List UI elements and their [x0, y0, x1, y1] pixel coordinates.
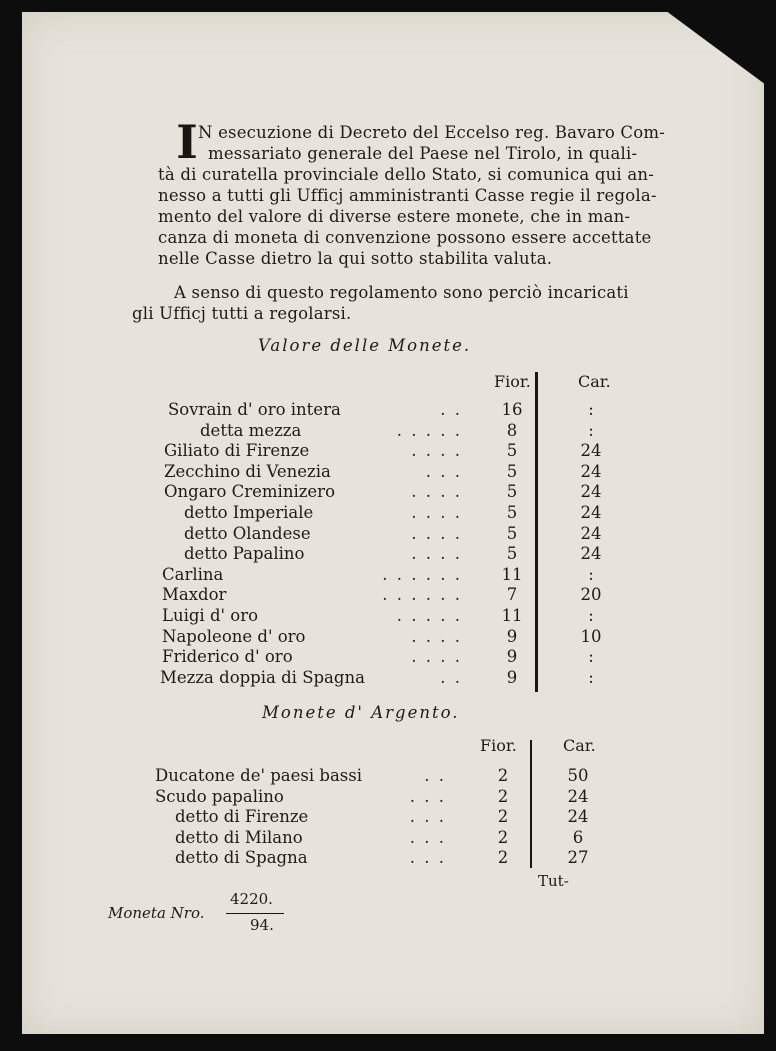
- leader-dots: . . . .: [411, 523, 462, 543]
- coin-name: Giliato di Firenze: [164, 441, 310, 461]
- intro-paragraph: [158, 122, 668, 269]
- carantani-value: 24: [580, 441, 602, 461]
- coin-name: Napoleone d' oro: [162, 626, 306, 646]
- leader-dots: . . . . . .: [382, 585, 462, 605]
- carantani-value: 6: [572, 827, 584, 847]
- table-row: [0, 668, 776, 689]
- coin-name: Scudo papalino: [155, 786, 284, 806]
- coin-name: Ducatone de' paesi bassi: [155, 766, 363, 785]
- table-row: [0, 585, 776, 606]
- gold-col-fior: Fior.: [494, 372, 531, 391]
- leader-dots: . . .: [425, 461, 462, 481]
- leader-dots: . . . .: [411, 647, 462, 667]
- florin-value: 5: [506, 441, 518, 461]
- florin-value: 11: [501, 564, 523, 584]
- carantani-value: :: [588, 606, 594, 625]
- leader-dots: . . . .: [411, 626, 462, 646]
- intro-line: nesso a tutti gli Ufficj amministranti Casse regie il regola-: [158, 186, 657, 205]
- table-row: [0, 400, 776, 421]
- coin-name: Maxdor: [162, 585, 227, 605]
- table-row: [0, 848, 776, 869]
- florin-value: 16: [501, 400, 523, 419]
- silver-section-title: Monete d' Argento.: [262, 703, 460, 722]
- reference-number-bottom: 94.: [250, 916, 274, 934]
- leader-dots: . . .: [409, 848, 446, 868]
- second-paragraph: [132, 282, 672, 324]
- coin-name: Ongaro Creminizero: [164, 482, 336, 502]
- intro-line: canza di moneta di convenzione possono essere accettate: [158, 228, 652, 247]
- table-row: [0, 524, 776, 545]
- coin-name: Friderico d' oro: [162, 647, 293, 667]
- carantani-value: :: [588, 420, 594, 440]
- carantani-value: 10: [580, 626, 602, 646]
- second-line: A senso di questo regolamento sono perciò incaricati: [174, 283, 629, 302]
- florin-value: 2: [497, 848, 509, 868]
- footer-label: Moneta Nro.: [108, 904, 205, 922]
- coin-name: detto di Firenze: [175, 807, 309, 827]
- table-row: [0, 787, 776, 808]
- leader-dots: . . . .: [411, 441, 462, 461]
- leader-dots: . .: [440, 400, 462, 419]
- florin-value: 2: [497, 766, 509, 785]
- carantani-value: :: [588, 647, 594, 667]
- silver-col-car: Car.: [563, 736, 596, 755]
- intro-line: N esecuzione di Decreto del Eccelso reg. Bavaro Com-: [198, 123, 666, 142]
- coin-name: detto di Spagna: [175, 848, 308, 868]
- table-row: [0, 462, 776, 483]
- carantani-value: 24: [580, 503, 602, 522]
- leader-dots: . .: [440, 667, 462, 687]
- intro-line: nelle Casse dietro la qui sotto stabilita valuta.: [158, 249, 553, 268]
- leader-dots: . . . . . .: [382, 564, 462, 584]
- carantani-value: 24: [567, 807, 589, 827]
- catchword: Tut-: [538, 872, 569, 890]
- florin-value: 5: [506, 523, 518, 543]
- silver-col-fior: Fior.: [480, 736, 517, 755]
- table-row: [0, 441, 776, 462]
- table-row: [0, 807, 776, 828]
- gold-section-title: Valore delle Monete.: [258, 336, 472, 355]
- leader-dots: . . . . .: [396, 606, 462, 625]
- table-row: [0, 828, 776, 849]
- leader-dots: . . .: [409, 827, 446, 847]
- reference-divider: [226, 913, 284, 914]
- leader-dots: . . . .: [411, 544, 462, 564]
- coin-name: Carlina: [162, 564, 224, 584]
- carantani-value: 24: [580, 544, 602, 564]
- carantani-value: 24: [580, 482, 602, 502]
- florin-value: 2: [497, 786, 509, 806]
- florin-value: 2: [497, 827, 509, 847]
- carantani-value: 50: [567, 766, 589, 785]
- florin-value: 5: [506, 544, 518, 564]
- table-row: [0, 766, 776, 787]
- gold-col-car: Car.: [578, 372, 611, 391]
- carantani-value: 24: [580, 523, 602, 543]
- florin-value: 8: [506, 420, 518, 440]
- table-row: [0, 627, 776, 648]
- carantani-value: 24: [580, 461, 602, 481]
- leader-dots: . . .: [409, 786, 446, 806]
- coin-name: Sovrain d' oro intera: [168, 400, 341, 419]
- florin-value: 5: [506, 503, 518, 522]
- drop-cap: I: [176, 115, 198, 169]
- coin-name: detto Imperiale: [184, 503, 314, 522]
- florin-value: 9: [506, 667, 518, 687]
- florin-value: 11: [501, 606, 523, 625]
- table-row: [0, 544, 776, 565]
- florin-value: 7: [506, 585, 518, 605]
- intro-line: messariato generale del Paese nel Tirolo, in quali-: [208, 144, 638, 163]
- coin-name: Luigi d' oro: [162, 606, 259, 625]
- coin-name: detto di Milano: [175, 827, 303, 847]
- florin-value: 9: [506, 647, 518, 667]
- coin-name: detto Papalino: [184, 544, 305, 564]
- florin-value: 9: [506, 626, 518, 646]
- leader-dots: . . .: [409, 807, 446, 827]
- leader-dots: . . . .: [411, 503, 462, 522]
- coin-name: Mezza doppia di Spagna: [160, 667, 365, 687]
- table-row: [0, 482, 776, 503]
- carantani-value: :: [588, 667, 594, 687]
- table-row: [0, 421, 776, 442]
- leader-dots: . .: [424, 766, 446, 785]
- leader-dots: . . . . .: [396, 420, 462, 440]
- carantani-value: 27: [567, 848, 589, 868]
- intro-line: tà di curatella provinciale dello Stato, si comunica qui an-: [158, 165, 654, 184]
- table-row: [0, 565, 776, 586]
- coin-name: detta mezza: [200, 420, 302, 440]
- florin-value: 5: [506, 461, 518, 481]
- coin-name: detto Olandese: [184, 523, 311, 543]
- reference-number-top: 4220.: [230, 890, 273, 908]
- table-row: [0, 606, 776, 627]
- carantani-value: :: [588, 400, 594, 419]
- table-row: [0, 647, 776, 668]
- florin-value: 5: [506, 482, 518, 502]
- leader-dots: . . . .: [411, 482, 462, 502]
- coin-name: Zecchino di Venezia: [164, 461, 331, 481]
- second-line: gli Ufficj tutti a regolarsi.: [132, 304, 352, 323]
- carantani-value: :: [588, 564, 594, 584]
- table-row: [0, 503, 776, 524]
- intro-line: mento del valore di diverse estere monete, che in man-: [158, 207, 631, 226]
- carantani-value: 24: [567, 786, 589, 806]
- florin-value: 2: [497, 807, 509, 827]
- carantani-value: 20: [580, 585, 602, 605]
